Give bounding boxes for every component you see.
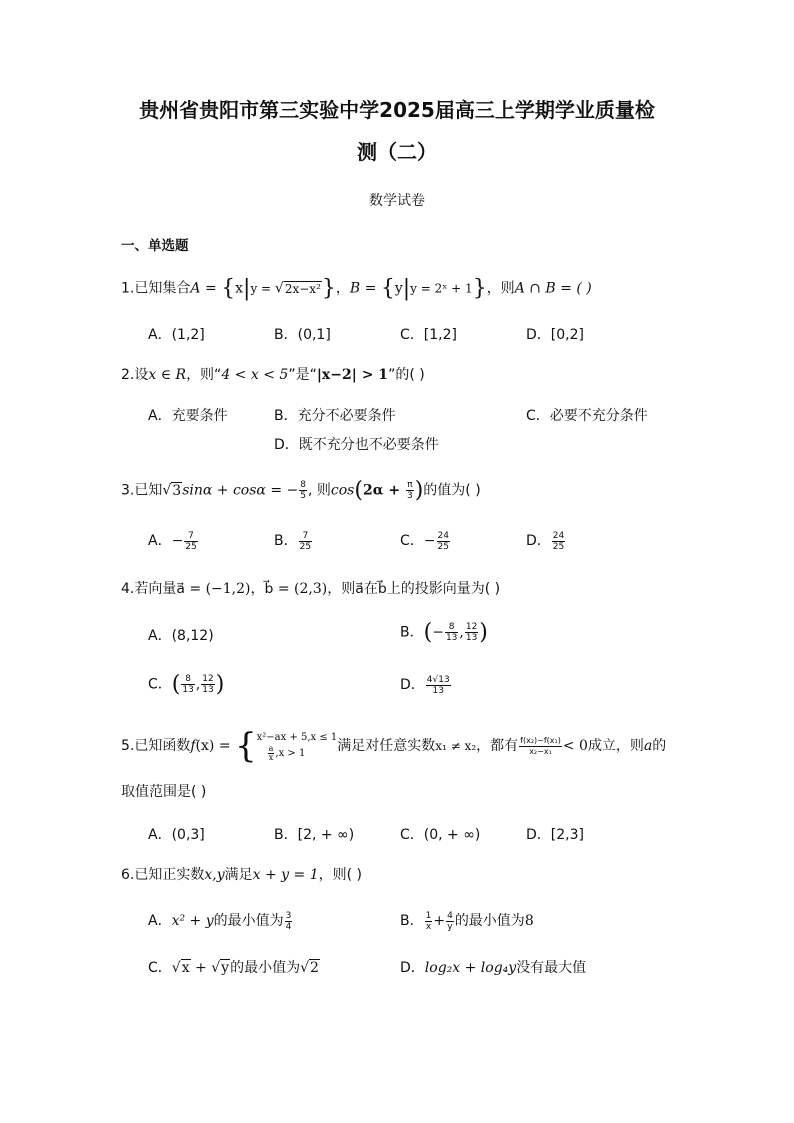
q2-ineq: 4 < x < 5 [221,367,289,383]
q6-option-b[interactable] [400,910,534,932]
q5-frac-num: f(x₂)−f(x₁) [520,735,561,745]
q3-opt-c-sign: − [423,533,436,549]
q4-mid2: 在 [363,581,378,597]
q5-suffix: 的 [652,738,667,754]
q3-mid: , 则 [307,482,331,499]
q6-opt-a-text: 的最小值为 [213,913,284,929]
q4-opt-d-den: 13 [432,685,444,696]
q5-option-d[interactable]: D．[2,3] [526,827,584,843]
q5-piece2-den: x [268,752,274,762]
q5-fraction [519,736,562,757]
q5-mid2: ，都有 [476,738,519,754]
q6-opt-c-s2: y [221,960,230,976]
q6-prefix: 6.已知正实数 [121,867,205,883]
question-4 [121,578,500,598]
q3-option-d[interactable] [526,530,566,552]
q1-suffix: ，则 [486,280,515,297]
q4-opt-c-rparen: ) [215,672,225,697]
q4-opt-c-d1: 13 [182,685,194,695]
q6-opt-b-label: B． [400,913,424,929]
q2-option-b[interactable]: B．充分不必要条件 [274,408,396,424]
q4-mid: ，则 [327,581,356,597]
q6-opt-d-expr: log₂x + log₄y [424,960,517,976]
q1-set1-sqrt: 2x−x² [284,281,321,296]
q6-opt-a-den: 4 [285,921,292,932]
q3-option-a[interactable] [148,530,199,552]
q1-bar1: | [243,276,251,301]
q3-pi-fraction [406,480,414,501]
question-3: 3.已知√3sinα + cosα = − $\frac{8}{5}$ , 则cos(2α + $\frac{\pi}{3}$ )的值为( ) [121,478,481,503]
q3-sqrt: 3 [172,482,182,499]
q3-expr: sinα + cosα = − [182,482,299,499]
q4-opt-c-sep: , [195,676,201,693]
q3-opt-d-num: 24 [552,530,565,541]
q1-prefix: 1.已知集合 [121,280,191,297]
q4-option-c[interactable] [148,672,224,697]
q1-rbrace2: } [472,276,487,301]
q1-set-a: A [190,280,201,297]
section-heading: 一、单选题 [121,238,189,254]
q3-opt-a-num: 7 [184,531,197,542]
exam-title-line2: 测（二） [357,140,437,164]
q6-cond: x + y = 1 [252,867,319,883]
q6-opt-c-label: C． [148,960,172,976]
q3-opt-b-label: B． [274,533,298,549]
q6-opt-b-text: 的最小值为 [454,913,525,929]
q1-option-d[interactable]: D．[0,2] [526,327,584,343]
q3-fraction [299,480,307,501]
q4-opt-b-d2: 13 [465,633,478,643]
q2-prefix: 2.设 [121,367,149,383]
q3-opt-b-num: 7 [299,531,312,542]
q5-mid3: 成立，则 [587,738,644,754]
q5-prefix: 5.已知函数 [121,738,191,754]
q1-option-b[interactable]: B．(0,1] [274,327,331,343]
q5-f: f [190,738,196,754]
q6-opt-b-d2: y [447,921,453,932]
q6-opt-b-n2: 4 [447,910,453,921]
q2-abs: |x−2| > 1 [316,367,389,383]
q3-opt-d-den: 25 [552,541,565,552]
q1-tail: A ∩ B = ( ) [514,280,592,297]
q2-var: x ∈ R [148,367,187,383]
q6-option-a[interactable] [148,910,293,932]
q4-opt-c-lparen: ( [171,672,181,697]
q4-opt-b-n2: 12 [465,622,478,632]
q3-frac-den: 5 [300,491,306,501]
q6-opt-b-val: 8 [524,913,534,929]
q1-option-a[interactable]: A．(1,2] [148,327,205,343]
q3-option-c[interactable] [400,530,451,552]
q4-b2: b⃗ [377,581,387,597]
q1-rbrace1: } [321,276,336,301]
q6-opt-c-text: 的最小值为 [230,960,301,976]
q2-mid2: ”是“ [288,367,317,383]
q4-opt-b-d1: 13 [445,633,458,643]
q6-opt-a-expr: x² + y [171,913,214,929]
q1-set2-expr: y = 2ˣ + 1 [410,281,473,296]
q5-pieces [257,731,338,762]
q4-prefix: 4.若向量 [121,581,177,597]
q6-mid: 满足 [224,867,253,883]
q1-comma1: ， [335,280,350,297]
q4-opt-b-rparen: ) [479,620,488,645]
q4-opt-b-sep: , [459,624,464,641]
q3-opt-c-num: 24 [437,530,449,541]
q5-piece2-num: a [268,743,274,753]
exam-title-line1: 贵州省贵阳市第三实验中学2025届高三上学期学业质量检 [139,98,655,122]
q3-opt-c-label: C． [400,533,424,549]
q1-lbrace1: { [221,276,236,301]
q6-option-d[interactable] [400,957,586,977]
q4-comma: ， [250,581,265,597]
q1-set-b: B [349,280,361,297]
q3-opt-c-den: 25 [437,541,449,552]
q2-option-c[interactable]: C．必要不充分条件 [526,408,648,424]
q3-frac-num: 8 [300,480,306,490]
q4-opt-b-lparen: ( [423,620,433,645]
q5-neq: x₁ ≠ x₂ [435,739,477,753]
q4-opt-b-minus: − [432,624,444,641]
q6-opt-a-label: A． [148,913,172,929]
q3-suffix: 的值为( ) [423,482,481,499]
q6-opt-c-s1: x [181,960,190,976]
q4-opt-c-n2: 12 [202,674,214,684]
question-2 [121,364,425,384]
q1-eq1: = [204,280,217,297]
q4-opt-b-n1: 8 [445,622,458,633]
q2-option-d[interactable]: D．既不充分也不必要条件 [274,437,439,453]
q6-opt-d-text: 没有最大值 [516,960,587,976]
q3-pi: π [407,480,413,490]
q3-opt-a-label: A． [148,533,172,549]
q5-option-c[interactable]: C．(0, + ∞) [400,827,481,843]
q6-opt-c-s3: 2 [310,960,319,976]
q1-option-c[interactable]: C．[1,2] [400,327,457,343]
q2-option-a[interactable]: A．充要条件 [148,408,228,424]
q2-suffix: ”的( ) [388,367,425,383]
exam-subtitle: 数学试卷 [369,193,425,209]
q4-a2: a⃗ [355,581,364,597]
q4-opt-c-label: C． [148,676,172,693]
q3-cos: cos [330,482,355,499]
q1-bar2: | [402,276,411,301]
q1-set1-y: y = [250,281,275,296]
q5-piece1: x²−ax + 5,x ≤ 1 [256,731,338,743]
q5-lt: < 0 [562,738,588,754]
q5-option-a[interactable]: A．(0,3] [148,827,205,843]
q5-option-b[interactable]: B．[2, + ∞) [274,827,355,843]
q6-option-c[interactable]: C．√x + √y的最小值为√2 [148,960,319,976]
q6-opt-c-plus: + [190,960,212,976]
q3-arg: 2α + [362,482,405,499]
q1-set2-var: y [394,280,403,297]
q2-mid: ，则“ [186,367,222,383]
question-1: 1.已知集合A = {x|y = √2x−x²}，B = {y|y = 2ˣ + 1}，则A ∩ B = ( ) [121,276,592,301]
q1-eq2: = [364,280,377,297]
q4-opt-b-label: B． [400,624,424,641]
question-6 [121,864,362,884]
q5-fx: (x) = [195,738,235,754]
q5-a: a [643,738,653,754]
q5-frac-den: x₂−x₁ [529,746,552,756]
q6-opt-b-n1: 1 [425,910,432,921]
q4-opt-d-num: 4√13 [426,674,450,685]
q4-vector-b: b⃗ = (2,3) [264,581,328,597]
q3-opt-a-sign: − [171,533,184,549]
q6-vars: x,y [204,867,225,883]
q4-option-a[interactable]: A．(8,12) [148,628,214,644]
q4-opt-c-d2: 13 [202,685,214,695]
q6-opt-b-d1: x [425,921,432,932]
q5-line2: 取值范围是( ) [121,784,207,800]
q6-suffix: ，则( ) [318,867,362,883]
q3-three: 3 [406,491,413,501]
q5-brace: { [235,726,257,766]
q4-option-d[interactable] [400,674,452,696]
q4-option-b[interactable] [400,620,488,645]
q3-rparen: ) [414,478,424,503]
q3-opt-a-den: 25 [185,541,197,552]
q4-suffix: 上的投影向量为( ) [386,581,501,597]
question-5 [121,726,666,766]
q3-prefix: 3.已知 [121,482,163,499]
q3-opt-b-den: 25 [299,541,312,552]
q6-opt-d-label: D． [400,960,425,976]
q1-lbrace2: { [380,276,395,301]
q4-opt-c-n1: 8 [181,674,194,685]
q3-opt-d-label: D． [526,533,551,549]
q6-opt-a-num: 3 [285,910,292,921]
q5-mid: 满足对任意实数 [337,738,436,754]
q5-piece2-rest: ,x > 1 [275,747,306,759]
q4-opt-d-label: D． [400,677,425,693]
q3-option-b[interactable] [274,530,313,552]
q6-opt-b-plus: + [433,913,446,929]
q4-vector-a: a⃗ = (−1,2) [176,581,251,597]
q3-lparen: ( [354,478,363,503]
q1-set1-var: x [235,280,244,297]
